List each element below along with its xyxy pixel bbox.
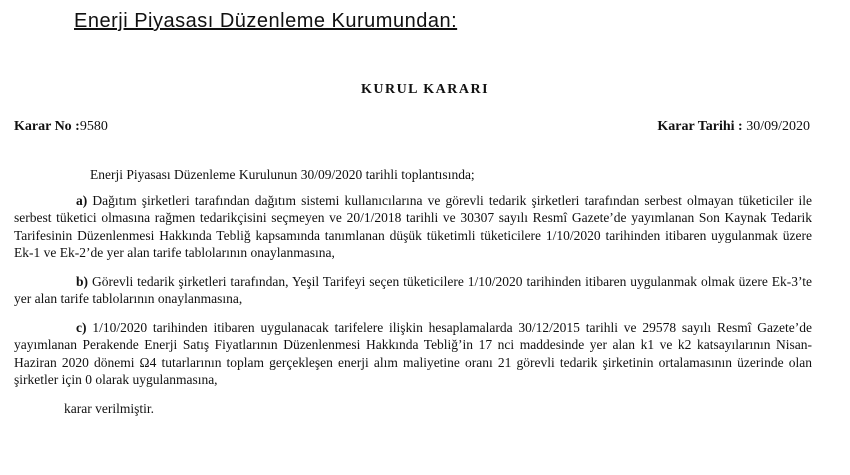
- paragraph-a-label: a): [76, 192, 88, 208]
- intro-paragraph: Enerji Piyasası Düzenleme Kurulunun 30/09/2020 tarihli toplantısında;: [90, 167, 475, 182]
- decision-date: [657, 119, 810, 135]
- decision-number: [14, 119, 108, 135]
- decision-title: KURUL KARARI: [360, 82, 490, 97]
- closing-line: karar verilmiştir.: [64, 400, 154, 416]
- decision-date-value: 30/09/2020: [746, 119, 810, 134]
- decision-body: [14, 166, 812, 417]
- institution-header: Enerji Piyasası Düzenleme Kurumundan:: [74, 10, 458, 32]
- paragraph-b-label: b): [76, 273, 89, 289]
- paragraph-b-text: Görevli tedarik şirketleri tarafından, Yeşil Tarifeyi seçen tüketicilere 1/10/2020 tarihinden itibaren uygulanmak olmak üzere Ek-3’te yer alan tarife tablolarının onaylanmasına,: [14, 273, 813, 306]
- paragraph-c-label: c): [76, 319, 87, 335]
- paragraph-c: [14, 319, 812, 389]
- decision-date-label: Karar Tarihi :: [657, 119, 743, 134]
- paragraph-a-text: Dağıtım şirketleri tarafından dağıtım sistemi kullanıcılarına ve görevli tedarik şirketleri tarafından serbest olmayan tüketiciler ile serbest tüketici olmasına rağmen tedarikçisini seçmeyen ve 20/1/2018 tarihli ve 30307 sayılı Resmî Gazete’de yayımlanan Son Kaynak Tedarik Tarifesinin Düzenlenmesi Hakkında Tebliğ kapsamında tanımlanan düşük tüketimli tüketicilere 1/10/2020 tarihinden itibaren uygulanmak üzere Ek-1 ve Ek-2’de yer alan tarife tablolarının onaylanmasına,: [14, 192, 813, 260]
- paragraph-c-text: 1/10/2020 tarihinden itibaren uygulanacak tarifelere ilişkin hesaplamalarda 30/12/2015 tarihli ve 29578 sayılı Resmî Gazete’de yayımlanan Perakende Enerji Satış Fiyatlarının Düzenlenmesi Hakkında Tebliğ’in 17 nci maddesinde yer alan k1 ve k2 katsayılarının Nisan-Haziran 2020 dönemi Ω4 tutarlarının toplam gerçekleşen enerji alım maliyetine oranı 21 görevli tedarik şirketinin ortalamasının üzerinde olan şirketler için 0 olarak uygulanmasına,: [14, 319, 813, 387]
- paragraph-b: [14, 273, 812, 308]
- paragraph-a: [14, 192, 812, 262]
- decision-number-label: Karar No :: [14, 119, 80, 134]
- decision-number-value: 9580: [79, 119, 108, 134]
